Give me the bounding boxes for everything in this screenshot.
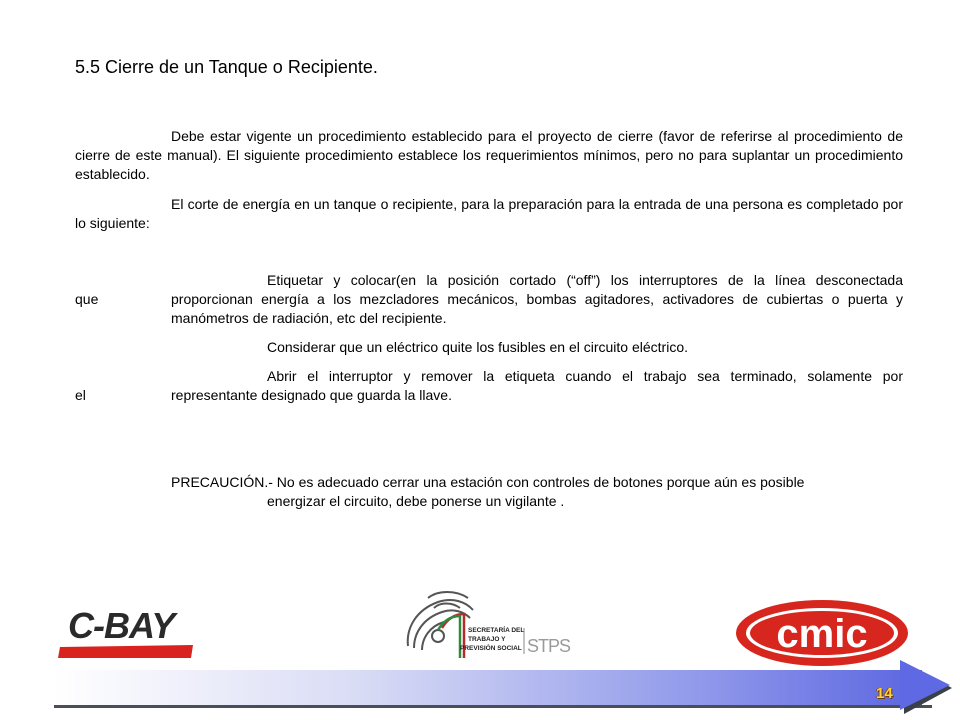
list-item-continuation: representante designado que guarda la llave. [171, 387, 452, 403]
stps-line-3: PREVISIÓN SOCIAL [460, 645, 522, 652]
cbay-logo-text: C-BAY [68, 605, 175, 646]
cmic-logo [734, 598, 910, 668]
next-arrow-icon [900, 660, 958, 719]
stps-logo [398, 588, 571, 663]
page-title: 5.5 Cierre de un Tanque o Recipiente. [75, 57, 378, 77]
list-item: Considerar que un eléctrico quite los fusibles en el circuito eléctrico. [267, 339, 688, 355]
page-number: 14 [876, 685, 893, 702]
list-item-rest [75, 290, 903, 328]
caution-line-1: PRECAUCIÓN.- No es adecuado cerrar una estación con controles de botones porque aún es posible [171, 474, 805, 490]
list-item-rest [75, 386, 903, 405]
list-item-lead-word: el [75, 387, 86, 403]
stps-abbr: STPS [527, 636, 571, 656]
footer-divider [54, 705, 932, 708]
caution-line-2: energizar el circuito, debe ponerse un vigilante . [267, 493, 565, 509]
footer-bar [54, 670, 922, 706]
caution-note [171, 473, 911, 511]
cbay-logo [58, 600, 198, 660]
list-item-first-line: Etiquetar y colocar(en la posición cortado (“off”) los interruptores de la línea desconectada [267, 272, 903, 288]
stps-line-1: SECRETARÍA DEL [468, 627, 525, 634]
list-item-continuation: proporcionan energía a los mezcladores mecánicos, bombas agitadores, activadores de cubiertas o puerta y manómetros de radiación, etc del recipiente. [171, 291, 903, 326]
paragraph-intro: Debe estar vigente un procedimiento establecido para el proyecto de cierre (favor de referirse al procedimiento de cierre de este manual). El siguiente procedimiento establece los requerimientos mínimos, pero no para suplantar un procedimiento establecido. [75, 128, 903, 182]
list-item-lead-word: que [75, 291, 99, 307]
paragraph-energy-cut: El corte de energía en un tanque o recipiente, para la preparación para la entrada de una persona es completado por lo siguiente: [75, 196, 903, 231]
stps-line-2: TRABAJO Y [468, 636, 506, 643]
cmic-logo-text: cmic [776, 612, 868, 656]
list-item [75, 271, 903, 328]
list-item [75, 367, 903, 405]
list-item-first-line: Abrir el interruptor y remover la etiqueta cuando el trabajo sea terminado, solamente por [267, 368, 903, 384]
